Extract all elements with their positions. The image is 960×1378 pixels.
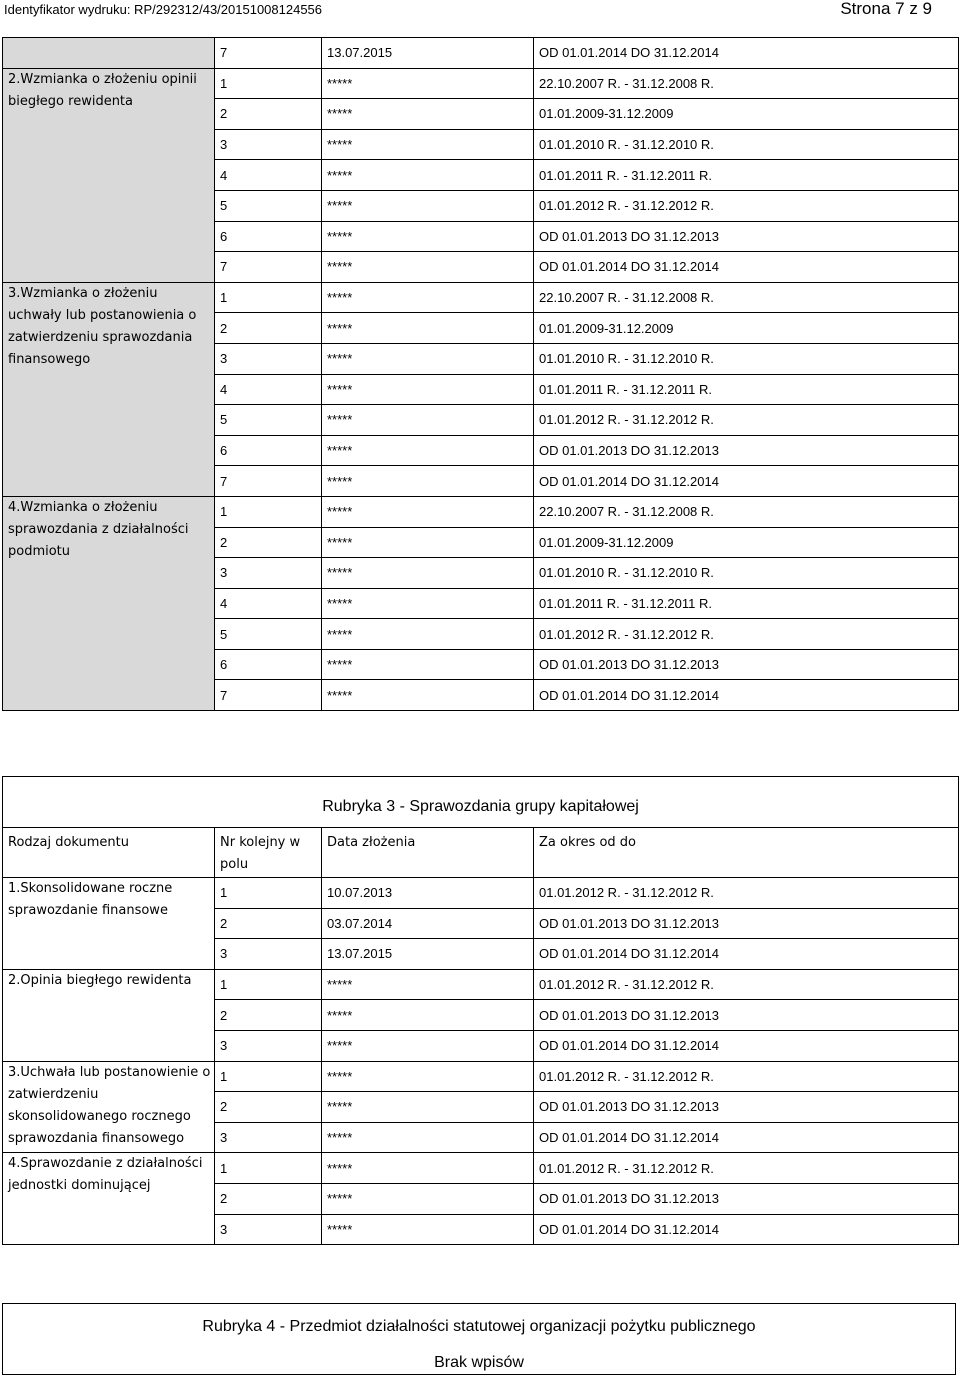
table-row [3, 68, 959, 99]
date-cell: ***** [322, 1183, 534, 1214]
period-cell: 01.01.2012 R. - 31.12.2012 R. [534, 878, 959, 909]
period-cell: 01.01.2010 R. - 31.12.2010 R. [534, 343, 959, 374]
nr-cell: 7 [215, 466, 322, 497]
period-cell: OD 01.01.2013 DO 31.12.2013 [534, 1092, 959, 1123]
section3-table [2, 776, 959, 1245]
period-cell: OD 01.01.2014 DO 31.12.2014 [534, 1122, 959, 1153]
category-cell: 2.Opinia biegłego rewidenta [3, 969, 215, 1061]
nr-cell: 3 [215, 939, 322, 970]
period-cell: 01.01.2010 R. - 31.12.2010 R. [534, 129, 959, 160]
date-cell: ***** [322, 221, 534, 252]
date-cell: ***** [322, 190, 534, 221]
period-cell: 01.01.2012 R. - 31.12.2012 R. [534, 1061, 959, 1092]
period-cell: 22.10.2007 R. - 31.12.2008 R. [534, 68, 959, 99]
nr-cell: 1 [215, 282, 322, 313]
period-cell: 01.01.2011 R. - 31.12.2011 R. [534, 160, 959, 191]
period-cell: 01.01.2012 R. - 31.12.2012 R. [534, 190, 959, 221]
date-cell: ***** [322, 680, 534, 711]
empty-entries-text: Brak wpisów [434, 1354, 524, 1371]
column-header: Nr kolejny w polu [215, 828, 322, 878]
period-cell: 22.10.2007 R. - 31.12.2008 R. [534, 282, 959, 313]
nr-cell: 1 [215, 68, 322, 99]
column-header: Rodzaj dokumentu [3, 828, 215, 878]
nr-cell: 2 [215, 1092, 322, 1123]
date-cell: ***** [322, 435, 534, 466]
date-cell: ***** [322, 252, 534, 283]
nr-cell: 2 [215, 99, 322, 130]
nr-cell: 3 [215, 129, 322, 160]
period-cell: OD 01.01.2014 DO 31.12.2014 [534, 680, 959, 711]
table-row [3, 1153, 959, 1184]
date-cell: ***** [322, 313, 534, 344]
nr-cell: 3 [215, 1122, 322, 1153]
date-cell: ***** [322, 405, 534, 436]
period-cell: OD 01.01.2013 DO 31.12.2013 [534, 908, 959, 939]
category-cell: 3.Uchwała lub postanowienie o zatwierdzeniu skonsolidowanego rocznego sprawozdania finansowego [3, 1061, 215, 1153]
nr-cell: 5 [215, 190, 322, 221]
date-cell: 03.07.2014 [322, 908, 534, 939]
period-cell: 01.01.2012 R. - 31.12.2012 R. [534, 969, 959, 1000]
period-cell: 01.01.2012 R. - 31.12.2012 R. [534, 405, 959, 436]
date-cell: ***** [322, 1061, 534, 1092]
date-cell: ***** [322, 466, 534, 497]
date-cell: ***** [322, 99, 534, 130]
print-header [0, 0, 960, 18]
nr-cell: 4 [215, 160, 322, 191]
nr-cell: 6 [215, 221, 322, 252]
table-row [3, 1061, 959, 1092]
table-row [3, 38, 959, 69]
nr-cell: 2 [215, 1183, 322, 1214]
table-row [3, 878, 959, 909]
category-cell: 3.Wzmianka o złożeniu uchwały lub postanowienia o zatwierdzeniu sprawozdania finansowego [3, 282, 215, 496]
nr-cell: 5 [215, 619, 322, 650]
nr-cell: 2 [215, 1000, 322, 1031]
date-cell: ***** [322, 1092, 534, 1123]
date-cell: ***** [322, 1214, 534, 1245]
nr-cell: 4 [215, 588, 322, 619]
category-cell: 4.Wzmianka o złożeniu sprawozdania z działalności podmiotu [3, 496, 215, 710]
period-cell: OD 01.01.2013 DO 31.12.2013 [534, 435, 959, 466]
period-cell: 01.01.2010 R. - 31.12.2010 R. [534, 558, 959, 589]
nr-cell: 1 [215, 1153, 322, 1184]
date-cell: ***** [322, 969, 534, 1000]
nr-cell: 2 [215, 527, 322, 558]
date-cell: ***** [322, 527, 534, 558]
section4-title: Rubryka 4 - Przedmiot działalności statutowej organizacji pożytku publicznego [202, 1318, 756, 1335]
period-cell: OD 01.01.2013 DO 31.12.2013 [534, 649, 959, 680]
nr-cell: 7 [215, 680, 322, 711]
date-cell: ***** [322, 558, 534, 589]
period-cell: 22.10.2007 R. - 31.12.2008 R. [534, 496, 959, 527]
category-cell: 4.Sprawozdanie z działalności jednostki dominującej [3, 1153, 215, 1245]
section3-title: Rubryka 3 - Sprawozdania grupy kapitałowej [3, 777, 959, 828]
date-cell: ***** [322, 374, 534, 405]
period-cell: OD 01.01.2014 DO 31.12.2014 [534, 1214, 959, 1245]
date-cell: ***** [322, 129, 534, 160]
period-cell: 01.01.2009-31.12.2009 [534, 313, 959, 344]
date-cell: ***** [322, 1000, 534, 1031]
date-cell: 13.07.2015 [322, 38, 534, 69]
column-header: Data złożenia [322, 828, 534, 878]
column-header: Za okres od do [534, 828, 959, 878]
period-cell: 01.01.2012 R. - 31.12.2012 R. [534, 619, 959, 650]
date-cell: ***** [322, 588, 534, 619]
table-row [3, 969, 959, 1000]
category-cell: 2.Wzmianka o złożeniu opinii biegłego rewidenta [3, 68, 215, 282]
date-cell: ***** [322, 160, 534, 191]
period-cell: 01.01.2011 R. - 31.12.2011 R. [534, 588, 959, 619]
nr-cell: 7 [215, 252, 322, 283]
print-identifier: Identyfikator wydruku: RP/292312/43/20151008124556 [4, 1, 323, 17]
nr-cell: 1 [215, 969, 322, 1000]
nr-cell: 7 [215, 38, 322, 69]
period-cell: OD 01.01.2014 DO 31.12.2014 [534, 38, 959, 69]
nr-cell: 5 [215, 405, 322, 436]
period-cell: OD 01.01.2014 DO 31.12.2014 [534, 252, 959, 283]
nr-cell: 6 [215, 649, 322, 680]
date-cell: ***** [322, 1122, 534, 1153]
nr-cell: 3 [215, 1214, 322, 1245]
nr-cell: 6 [215, 435, 322, 466]
nr-cell: 3 [215, 1030, 322, 1061]
table-row [3, 282, 959, 313]
period-cell: 01.01.2012 R. - 31.12.2012 R. [534, 1153, 959, 1184]
date-cell: ***** [322, 282, 534, 313]
title-row [3, 777, 959, 828]
date-cell: 13.07.2015 [322, 939, 534, 970]
date-cell: ***** [322, 649, 534, 680]
nr-cell: 1 [215, 1061, 322, 1092]
nr-cell: 2 [215, 313, 322, 344]
nr-cell: 1 [215, 878, 322, 909]
period-cell: OD 01.01.2014 DO 31.12.2014 [534, 1030, 959, 1061]
table-row [3, 496, 959, 527]
nr-cell: 3 [215, 343, 322, 374]
period-cell: 01.01.2011 R. - 31.12.2011 R. [534, 374, 959, 405]
nr-cell: 2 [215, 908, 322, 939]
period-cell: OD 01.01.2013 DO 31.12.2013 [534, 1000, 959, 1031]
period-cell: OD 01.01.2014 DO 31.12.2014 [534, 466, 959, 497]
date-cell: 10.07.2013 [322, 878, 534, 909]
date-cell: ***** [322, 1030, 534, 1061]
nr-cell: 1 [215, 496, 322, 527]
period-cell: OD 01.01.2013 DO 31.12.2013 [534, 1183, 959, 1214]
period-cell: 01.01.2009-31.12.2009 [534, 99, 959, 130]
date-cell: ***** [322, 496, 534, 527]
date-cell: ***** [322, 68, 534, 99]
period-cell: OD 01.01.2013 DO 31.12.2013 [534, 221, 959, 252]
date-cell: ***** [322, 1153, 534, 1184]
page-number: Strona 7 z 9 [840, 0, 932, 18]
section4-box [2, 1303, 956, 1375]
section2-table [2, 37, 959, 711]
nr-cell: 4 [215, 374, 322, 405]
category-cell: 1.Skonsolidowane roczne sprawozdanie finansowe [3, 878, 215, 970]
date-cell: ***** [322, 343, 534, 374]
date-cell: ***** [322, 619, 534, 650]
nr-cell: 3 [215, 558, 322, 589]
period-cell: 01.01.2009-31.12.2009 [534, 527, 959, 558]
period-cell: OD 01.01.2014 DO 31.12.2014 [534, 939, 959, 970]
header-row [3, 828, 959, 878]
category-cell [3, 38, 215, 69]
